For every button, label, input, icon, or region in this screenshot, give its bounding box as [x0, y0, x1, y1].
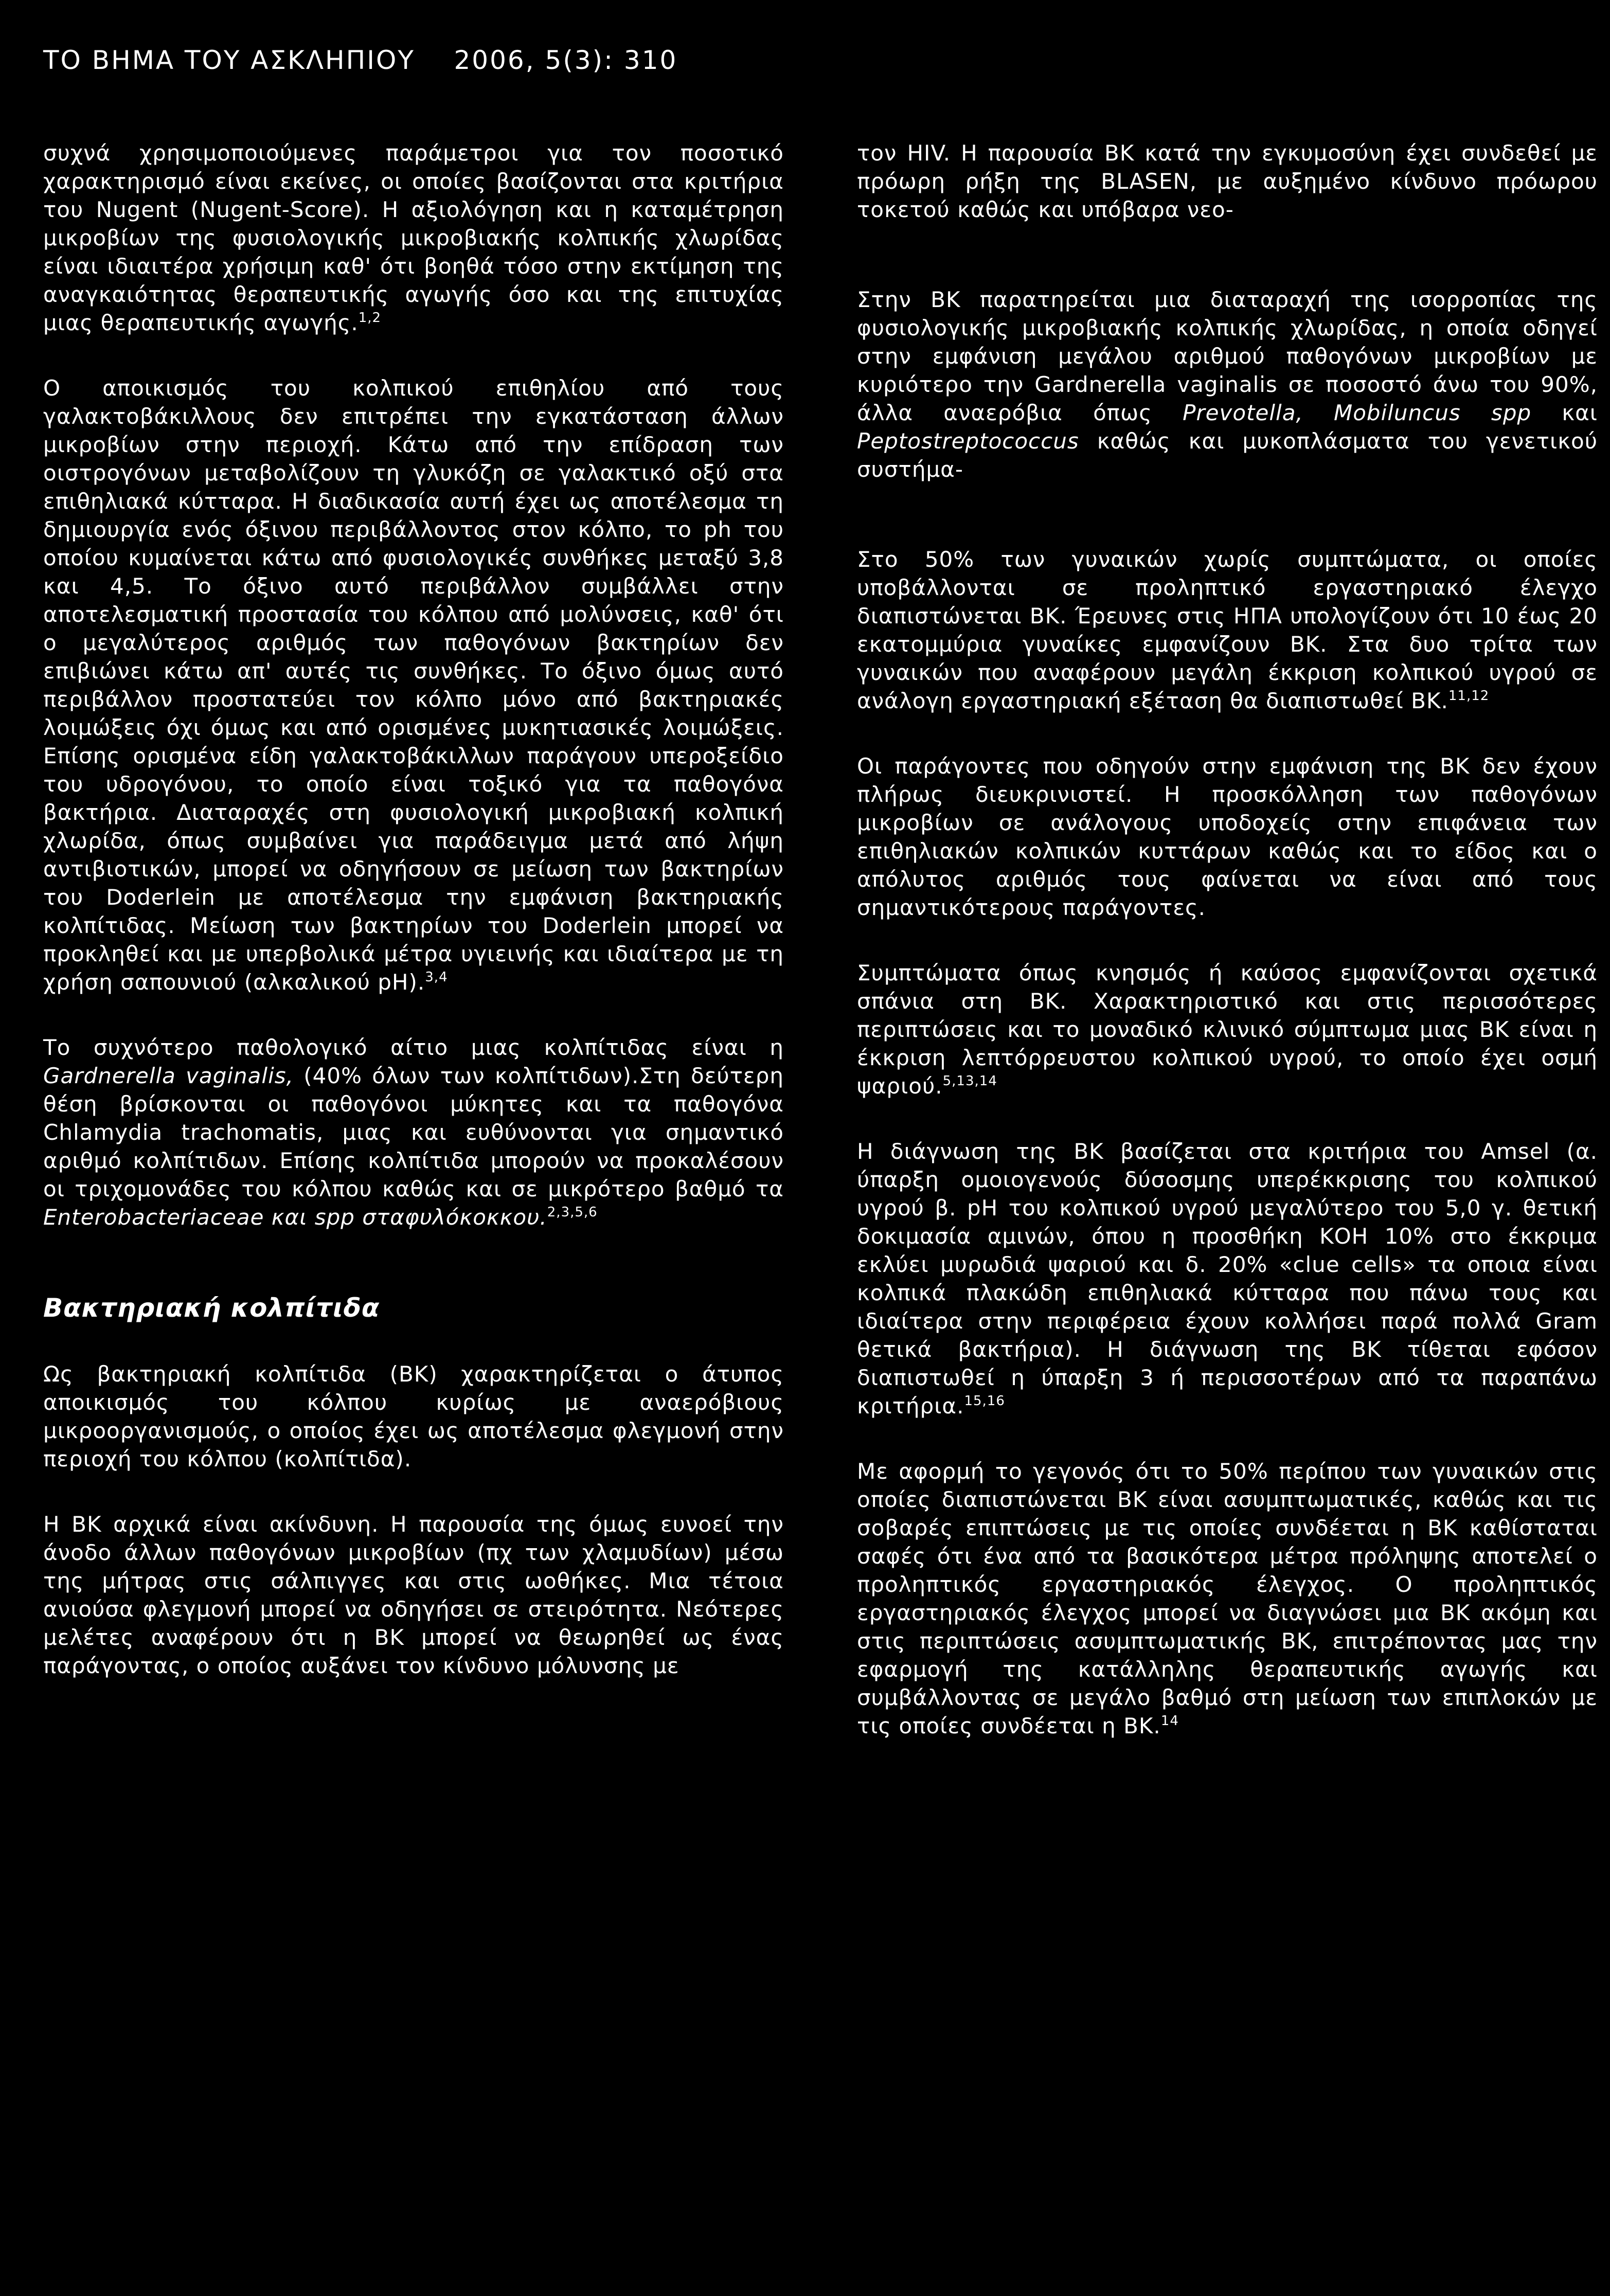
reference-marker: 3,4 [425, 970, 448, 985]
section-heading: Βακτηριακή κολπίτιδα [43, 1293, 380, 1323]
paragraph: Ο αποικισμός του κολπικού επιθηλίου από τους γαλακτοβάκιλλους δεν επιτρέπει την εγκατάσταση άλλων μικροβίων στην περιοχή. Κάτω από την επίδραση των οιστρογόνων μεταβολίζουν τη γλυκόζη σε γαλακτικό οξύ στα επιθηλιακά κύτταρα. Η διαδικασία αυτή έχει ως αποτέλεσμα τη δημιουργία ενός όξινου περιβάλλοντος στον κόλπο, το ph του οποίου κυμαίνεται κάτω από φυσιολογικές συνθήκες μεταξύ 3,8 και 4,5. Το όξινο αυτό περιβάλλον συμβάλλει στην αποτελεσματική προστασία του κόλπου από μολύνσεις, καθ' ότι ο μεγαλύτερος αριθμός των παθογόνων βακτηρίων δεν επιβιώνει κάτω απ' αυτές τις συνθήκες. Το όξινο όμως αυτό περιβάλλον προστατεύει τον κόλπο μόνο από βακτηριακές λοιμώξεις όχι όμως και από ορισμένες μυκητιασικές λοιμώξεις. Επίσης ορισμένα είδη γαλακτοβάκιλλων παράγουν υπεροξείδιο του υδρογόνου, το οποίο είναι τοξικό για τα παθογόνα βακτήρια. Διαταραχές στη φυσιολογική μικροβιακή κολπική χλωρίδα, όπως συμβαίνει για παράδειγμα μετά από λήψη αντιβιοτικών, μπορεί να οδηγήσουν σε μείωση των βακτηρίων του Doderlein με αποτέλεσμα την εμφάνιση βακτηριακής κολπίτιδας. Μείωση των βακτηρίων του Doderlein μπορεί να προκληθεί και με υπερβολικά μέτρα υγιεινής και ιδιαίτερα με τη χρήση σαπουνιού (αλκαλικού pH).$^{3,4}$ [43, 375, 784, 995]
right-column [857, 139, 1598, 1777]
reference-marker: 2,3,5,6 [547, 1205, 598, 1220]
paragraph: Στην ΒΚ παρατηρείται μια διαταραχή της ισορροπίας της φυσιολογικής μικροβιακής κολπικής χλωρίδας, η οποία οδηγεί στην εμφάνιση μεγάλου αριθμού παθογόνων μικροβίων με κυριότερο την Gardnerella vaginalis σε ποσοστό άνω του 90%, άλλα αναερόβια όπως Prevotella, Mobiluncus spp και Peptostreptococcus καθώς και μυκοπλάσματα του γενετικού συστήμα- [857, 287, 1598, 482]
paragraph: Με αφορμή το γεγονός ότι το 50% περίπου των γυναικών στις οποίες διαπιστώνεται ΒΚ είναι ασυμπτωματικές, καθώς και τις σοβαρές επιπτώσεις με τις οποίες συνδέεται η ΒΚ καθίσταται σαφές ότι ένα από τα βασικότερα μέτρα πρόληψης αποτελεί ο προληπτικός εργαστηριακός έλεγχος. Ο προληπτικός εργαστηριακός έλεγχος μπορεί να διαγνώσει μια ΒΚ ακόμη και στις περιπτώσεις ασυμπτωματικής ΒΚ, επιτρέποντας μας την εφαρμογή της κατάλληλης θεραπευτικής αγωγής και συμβάλλοντας σε μεγάλο βαθμό στη μείωση των επιπλοκών με τις οποίες συνδέεται η ΒΚ.$^{14}$ [857, 1459, 1598, 1738]
paragraph: Οι παράγοντες που οδηγούν στην εμφάνιση της ΒΚ δεν έχουν πλήρως διευκρινιστεί. Η προσκόλληση των παθογόνων μικροβίων σε ανάλογους υποδοχείς στην επιφάνεια των επιθηλιακών κολπικών κυττάρων καθώς και το είδος και ο απόλυτος αριθμός τους φαίνεται να είναι από τους σημαντικότερους παράγοντες. [857, 754, 1598, 920]
species-name: Gardnerella vaginalis, [43, 1063, 294, 1088]
journal-name: ΤΟ ΒΗΜΑ ΤΟΥ ΑΣΚΛΗΠΙΟΥ [43, 45, 415, 75]
reference-marker: 14 [1160, 1713, 1179, 1729]
reference-marker: 15,16 [964, 1393, 1005, 1409]
species-name: Enterobacteriaceae και spp σταφυλόκοκκου. [43, 1205, 547, 1230]
reference-marker: 5,13,14 [942, 1073, 997, 1089]
species-name: Prevotella, Mobiluncus spp [1183, 400, 1532, 425]
paragraph: τον HIV. Η παρουσία ΒΚ κατά την εγκυμοσύνη έχει συνδεθεί με πρόωρη ρήξη της BLASEN, με αυξημένο κίνδυνο πρόωρου τοκετού καθώς και υπόβαρα νεο- [857, 140, 1598, 222]
left-column [43, 139, 784, 1717]
issue-info: 2006, 5(3): 310 [454, 45, 678, 75]
reference-marker: 11,12 [1448, 688, 1490, 704]
paragraph: Συμπτώματα όπως κνησμός ή καύσος εμφανίζονται σχετικά σπάνια στη ΒΚ. Χαρακτηριστικό και στις περισσότερες περιπτώσεις και το μοναδικό κλινικό σύμπτωμα μιας ΒΚ είναι η έκκριση λεπτόρρευστου κολπικού υγρού, το οποίο έχει οσμή ψαριού.$^{5,13,14}$ [857, 960, 1598, 1099]
paragraph: Ως βακτηριακή κολπίτιδα (ΒΚ) χαρακτηρίζεται ο άτυπος αποικισμός του κόλπου κυρίως με αναερόβιους μικροοργανισμούς, ο οποίος έχει ως αποτέλεσμα φλεγμονή στην περιοχή του κόλπου (κολπίτιδα). [43, 1361, 784, 1472]
paragraph: Η ΒΚ αρχικά είναι ακίνδυνη. Η παρουσία της όμως ευνοεί την άνοδο άλλων παθογόνων μικροβίων (πχ των χλαμυδίων) μέσω της μήτρας στις σάλπιγγες και στις ωοθήκες. Μια τέτοια ανιούσα φλεγμονή μπορεί να οδηγήσει σε στειρότητα. Νεότερες μελέτες αναφέρουν ότι η ΒΚ μπορεί να θεωρηθεί ως ένας παράγοντας, ο οποίος αυξάνει τον κίνδυνο μόλυνσης με [43, 1512, 784, 1678]
species-name: Peptostreptococcus [857, 428, 1079, 454]
paragraph: Το συχνότερο παθολογικό αίτιο μιας κολπίτιδας είναι η Gardnerella vaginalis, (40% όλων των κολπίτιδων).Στη δεύτερη θέση βρίσκονται οι παθογόνοι μύκητες και τα παθογόνα Chlamydia trachomatis, μιας και ευθύνονται για σημαντικό αριθμό κολπίτιδων. Επίσης κολπίτιδα μπορούν να προκαλέσουν οι τριχομονάδες του κόλπου καθώς και σε μικρότερο βαθμό τα Enterobacteriaceae και spp σταφυλόκοκκου.$^{2,3,5,6}$ [43, 1035, 784, 1230]
paragraph: Στο 50% των γυναικών χωρίς συμπτώματα, οι οποίες υποβάλλονται σε προληπτικό εργαστηριακό έλεγχο διαπιστώνεται ΒΚ. Έρευνες στις ΗΠΑ υπολογίζουν ότι 10 έως 20 εκατομμύρια γυναίκες εμφανίζουν ΒΚ. Στα δυο τρίτα των γυναικών που αναφέρουν μεγάλη έκκριση κολπικού υγρού σε ανάλογη εργαστηριακή εξέταση θα διαπιστωθεί ΒΚ.$^{11,12}$ [857, 547, 1598, 713]
running-header [43, 45, 677, 75]
reference-marker: 1,2 [358, 310, 382, 326]
paragraph: συχνά χρησιμοποιούμενες παράμετροι για τον ποσοτικό χαρακτηρισμό είναι εκείνες, οι οποίες βασίζονται στα κριτήρια του Nugent (Nugent-Score). Η αξιολόγηση και η καταμέτρηση μικροβίων της φυσιολογικής μικροβιακής κολπικής χλωρίδας είναι ιδιαιτέρα χρήσιμη καθ' ότι βοηθά τόσο στην εκτίμηση της αναγκαιότητας θεραπευτικής αγωγής όσο και της επιτυχίας μιας θεραπευτικής αγωγής.$^{1,2}$ [43, 140, 784, 335]
paragraph: Η διάγνωση της ΒΚ βασίζεται στα κριτήρια του Amsel (α. ύπαρξη ομοιογενούς δύσοσμης υπερέκκρισης του κολπικού υγρού β. pH του κολπικού υγρού μεγαλύτερο του 5,0 γ. θετική δοκιμασία αμινών, όπου η προσθήκη ΚΟΗ 10% στο έκκριμα εκλύει μυρωδιά ψαριού και δ. 20% «clue cells» τα οποια είναι κολπικά πλακώδη επιθηλιακά κύτταρα που πάνω τους και ιδιαίτερα στην περιφέρεια έχουν κολλήσει παρά πολλά Gram θετικά βακτήρια). Η διάγνωση της ΒΚ τίθεται εφόσον διαπιστωθεί η ύπαρξη 3 ή περισσοτέρων από τα παραπάνω κριτήρια.$^{15,16}$ [857, 1139, 1598, 1419]
